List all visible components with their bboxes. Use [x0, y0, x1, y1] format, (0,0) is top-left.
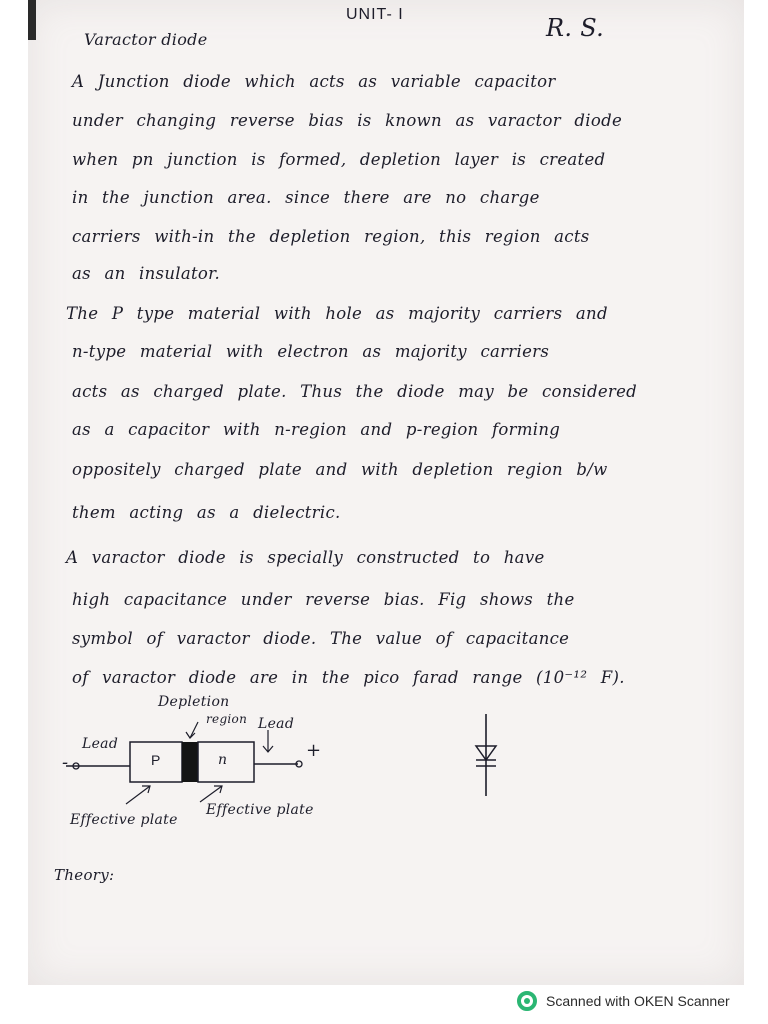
p-region-label: P: [151, 752, 161, 768]
effective-plate-right: Effective plate: [206, 802, 314, 818]
page-title: Varactor diode: [84, 30, 208, 49]
theory-heading: Theory:: [54, 866, 115, 884]
author-initials: R. S.: [546, 14, 605, 42]
text-line: n-type material with electron as majority carriers: [72, 342, 550, 361]
text-line: of varactor diode are in the pico farad range (10⁻¹² F).: [72, 668, 625, 687]
n-region-label: n: [218, 752, 228, 768]
depletion-label: Depletion: [158, 694, 230, 710]
region-label: region: [206, 712, 248, 726]
text-line: acts as charged plate. Thus the diode may be considered: [72, 382, 638, 401]
text-line: in the junction area. since there are no charge: [72, 188, 540, 207]
text-line: oppositely charged plate and with depletion region b/w: [72, 460, 608, 479]
text-line: carriers with-in the depletion region, this region acts: [72, 227, 590, 246]
text-line: them acting as a dielectric.: [72, 503, 341, 522]
text-line: symbol of varactor diode. The value of capacitance: [72, 629, 570, 648]
oken-logo-icon: [516, 990, 538, 1012]
minus-sign: -: [62, 752, 69, 773]
scanner-footer: [516, 990, 730, 1012]
text-line: under changing reverse bias is known as varactor diode: [72, 111, 623, 130]
text-line: A Junction diode which acts as variable capacitor: [72, 72, 556, 91]
text-line: A varactor diode is specially constructed to have: [66, 548, 545, 567]
effective-plate-left: Effective plate: [70, 812, 178, 828]
text-line: high capacitance under reverse bias. Fig shows the: [72, 590, 575, 609]
text-line: as an insulator.: [72, 264, 221, 283]
text-line: The P type material with hole as majority carriers and: [66, 304, 608, 323]
lead-label-right: Lead: [258, 716, 295, 732]
lead-label-left: Lead: [82, 736, 119, 752]
text-line: as a capacitor with n-region and p-region forming: [72, 420, 561, 439]
text-line: when pn junction is formed, depletion layer is created: [72, 150, 606, 169]
varactor-symbol: [476, 714, 496, 796]
unit-heading: UNIT- I: [346, 6, 404, 23]
plus-sign: +: [306, 740, 322, 761]
scanner-credit: Scanned with OKEN Scanner: [546, 993, 730, 1009]
